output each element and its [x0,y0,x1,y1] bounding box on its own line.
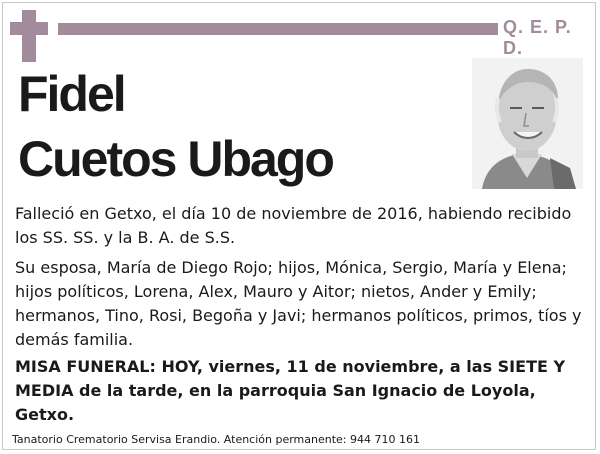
header-rule [58,23,498,35]
funeral-text: MISA FUNERAL: HOY, viernes, 11 de noviembre, a las SIETE Y MEDIA de la tarde, en la parroquia San Ignacio de Loyola, Getxo. [15,357,566,424]
cross-icon-horizontal [10,22,48,35]
deceased-last-name: Cuetos Ubago [18,131,333,187]
cross-icon-vertical [22,10,36,62]
portrait-illustration [472,58,583,189]
portrait-photo [472,58,583,189]
qepd-label: Q. E. P. D. [503,17,572,58]
deceased-first-name: Fidel [18,66,125,122]
family-text: Su esposa, María de Diego Rojo; hijos, Mónica, Sergio, María y Elena; hijos políticos, Lorena, Alex, Mauro y Aitor; nietos, Ander y Emily; hermanos, Tino, Rosi, Begoña y Javi; hermanos políticos, primos, tíos y demás familia. [15,258,582,349]
funeral-home-contact: Tanatorio Crematorio Servisa Erandio. Atención permanente: 944 710 161 [12,433,420,446]
death-notice-text: Falleció en Getxo, el día 10 de noviembre de 2016, habiendo recibido los SS. SS. y la B. A. de S.S. [15,204,572,247]
